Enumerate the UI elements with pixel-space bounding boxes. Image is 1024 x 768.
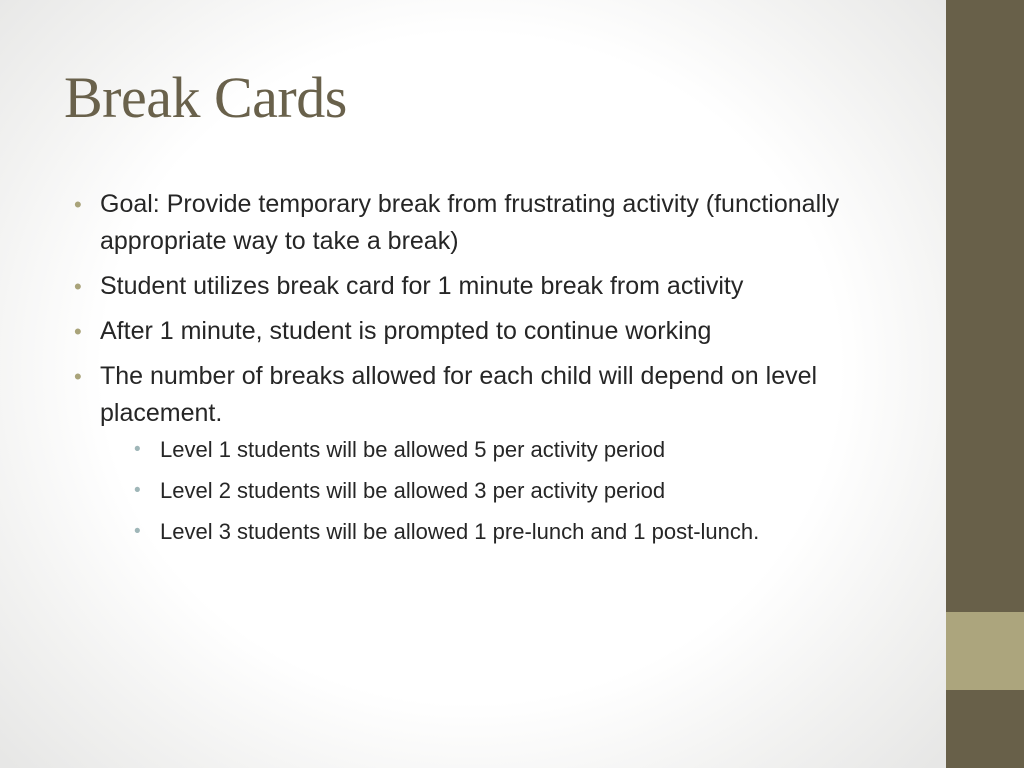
sub-bullet-text: Level 2 students will be allowed 3 per activity period — [160, 478, 666, 503]
bullet-item — [74, 268, 874, 305]
bullet-dot-icon: • — [74, 319, 82, 344]
bullet-item — [74, 358, 874, 548]
sub-bullet-item — [100, 434, 874, 466]
sub-bullet-dot-icon: • — [134, 480, 141, 501]
decorative-sidebar — [946, 0, 1024, 768]
sub-bullet-text: Level 1 students will be allowed 5 per activity period — [160, 437, 666, 462]
bullet-dot-icon: • — [74, 192, 82, 217]
sidebar-accent-block — [946, 612, 1024, 690]
slide-title: Break Cards — [64, 65, 347, 130]
sub-bullet-dot-icon: • — [134, 439, 141, 460]
bullet-item — [74, 186, 874, 260]
bullet-item — [74, 313, 874, 350]
bullet-text: After 1 minute, student is prompted to continue working — [100, 317, 712, 345]
sub-bullet-item — [100, 516, 874, 548]
sub-bullet-item — [100, 475, 874, 507]
bullet-text: The number of breaks allowed for each child will depend on level placement. — [100, 362, 818, 427]
sub-bullet-list — [100, 434, 874, 548]
bullet-list — [74, 186, 874, 557]
bullet-text: Student utilizes break card for 1 minute break from activity — [100, 272, 744, 300]
sub-bullet-dot-icon: • — [134, 521, 141, 542]
bullet-dot-icon: • — [74, 364, 82, 389]
bullet-dot-icon: • — [74, 274, 82, 299]
bullet-text: Goal: Provide temporary break from frustrating activity (functionally appropriate way to take a break) — [100, 190, 840, 255]
sub-bullet-text: Level 3 students will be allowed 1 pre-lunch and 1 post-lunch. — [160, 519, 760, 544]
